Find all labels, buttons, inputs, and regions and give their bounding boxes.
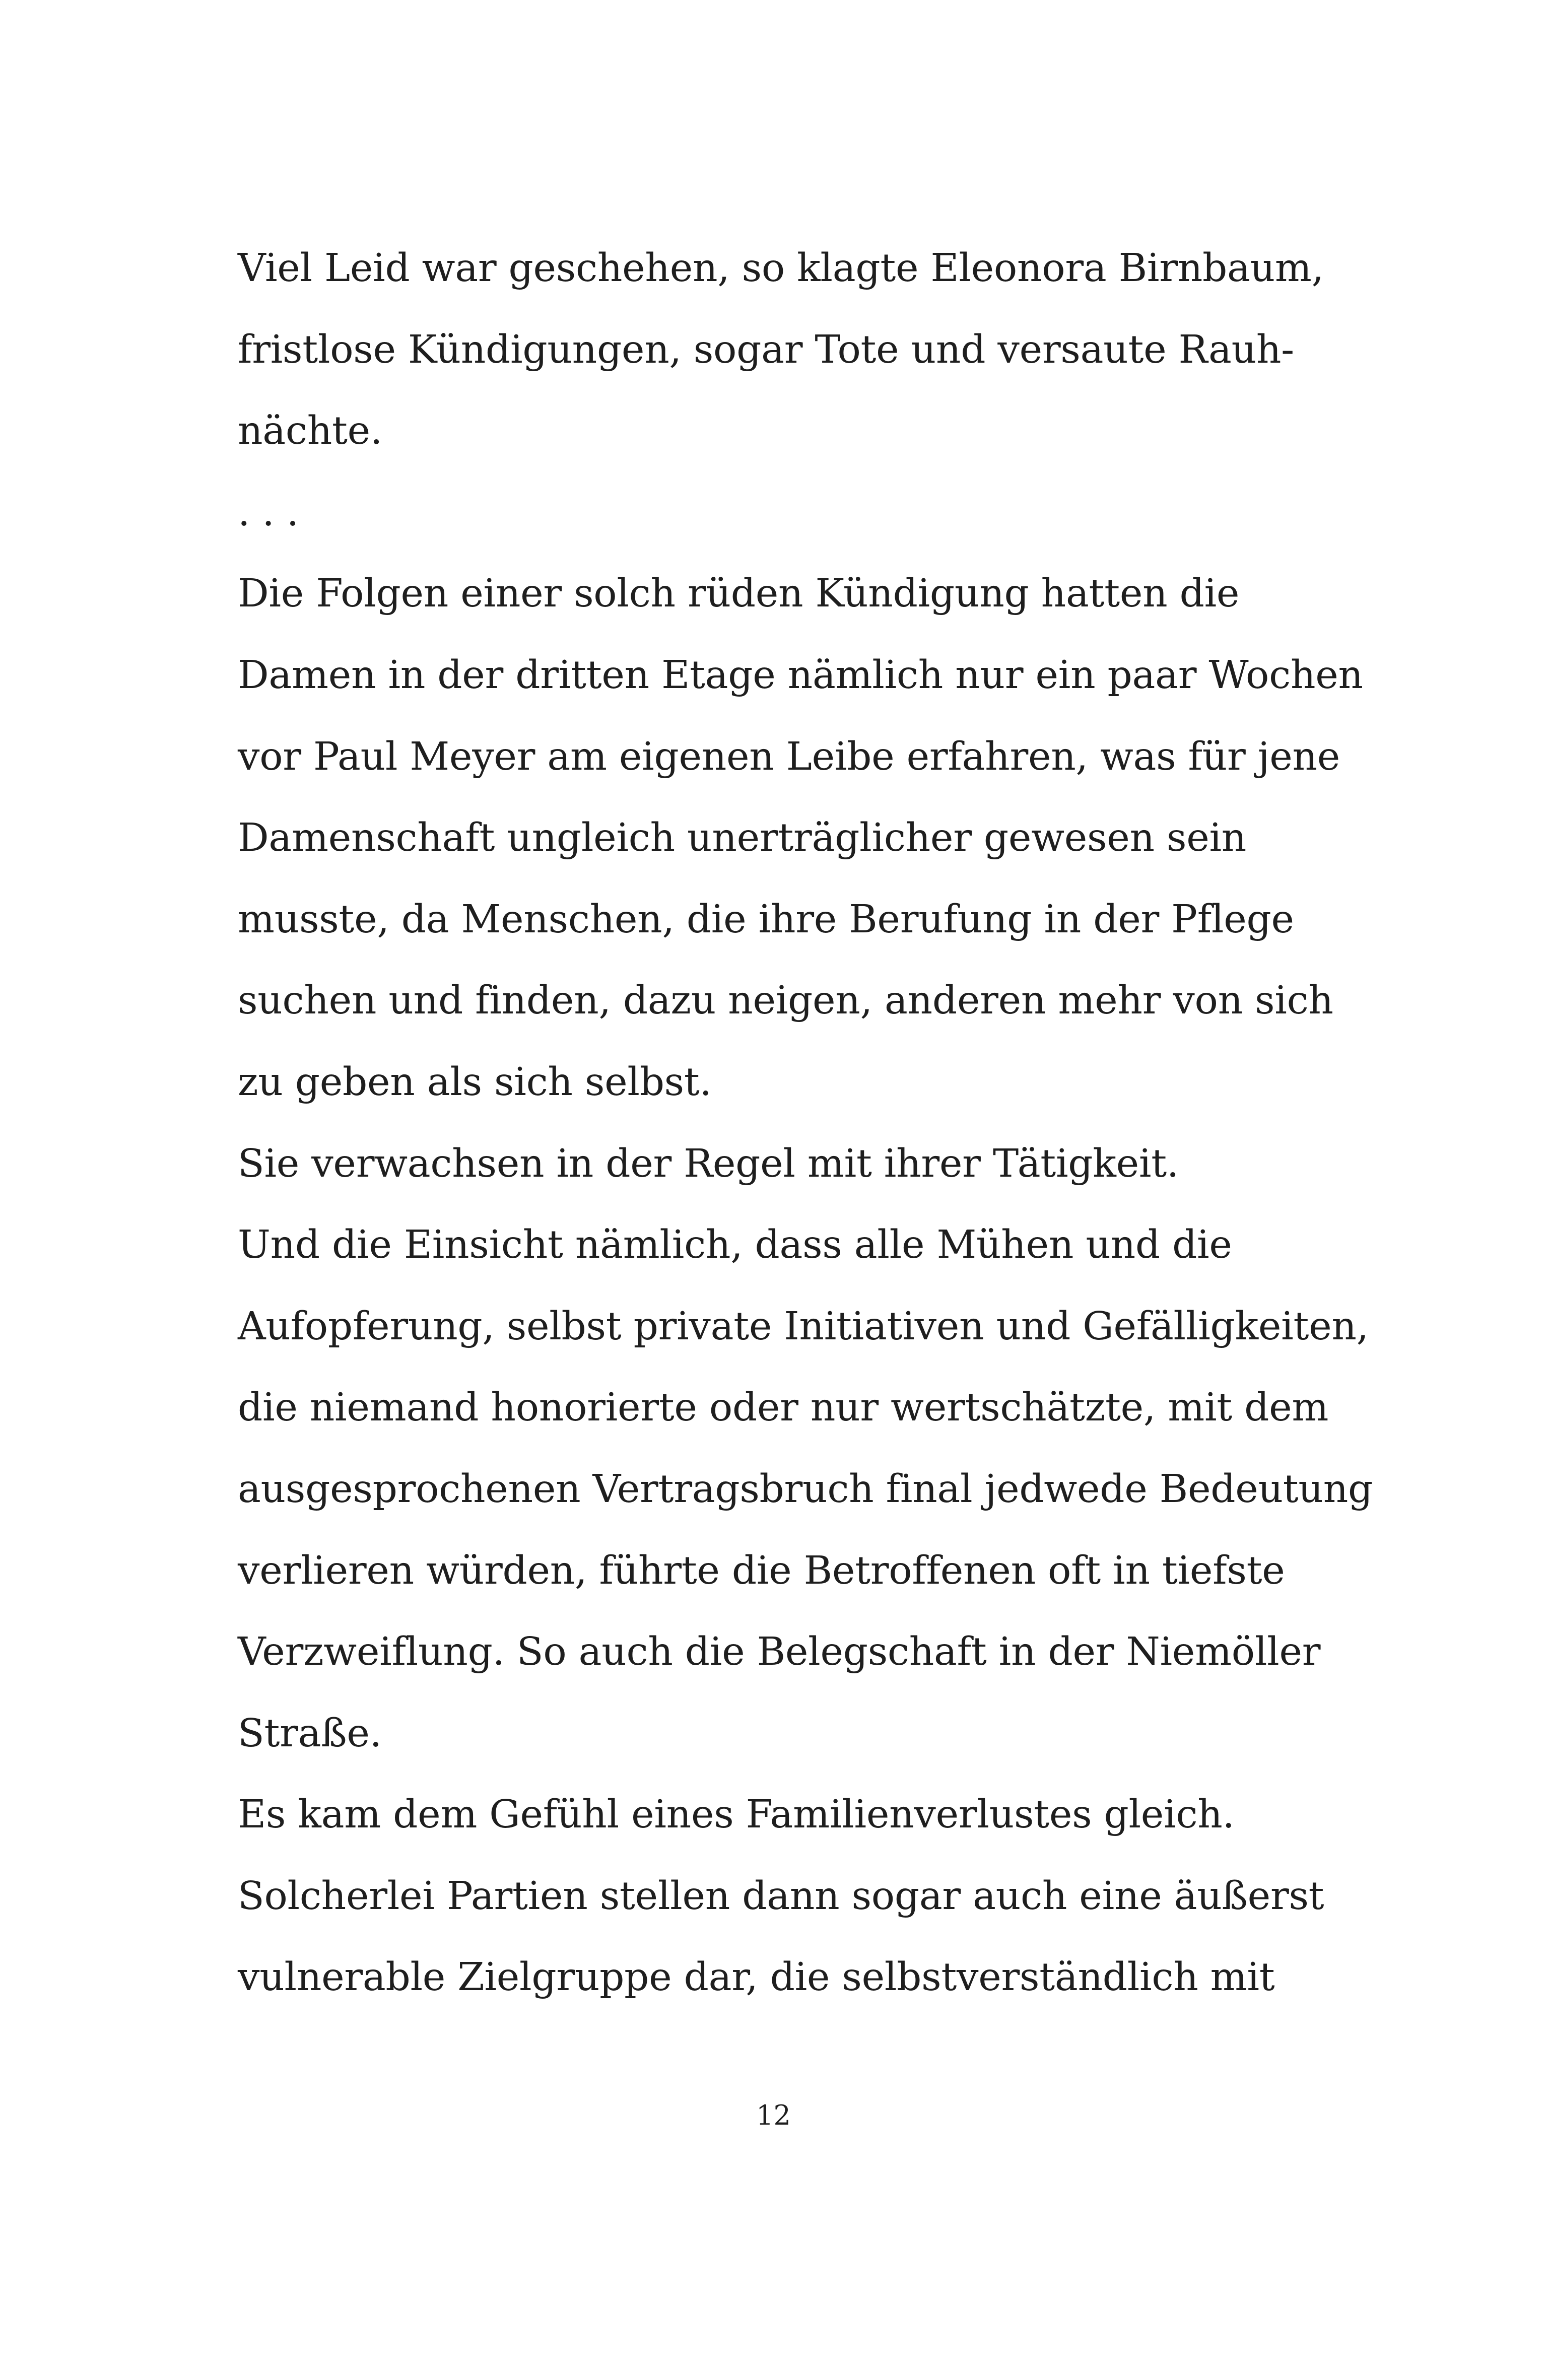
text-line: die niemand honorierte oder nur wertschätzte, mit dem [238,1385,1329,1431]
text-line: Es kam dem Gefühl eines Familienverlustes gleich. [238,1792,1235,1838]
text-line: Verzweiflung. So auch die Belegschaft in der Niemöller [238,1629,1321,1675]
text-line: fristlose Kündigungen, sogar Tote und versaute Rauh- [238,327,1294,372]
text-line: verlieren würden, führte die Betroffenen oft in tiefste [238,1548,1285,1593]
text-line: Viel Leid war geschehen, so klagte Eleonora Birnbaum, [238,246,1324,291]
text-line: Und die Einsicht nämlich, dass alle Mühen und die [238,1222,1232,1268]
body-text [238,228,1373,2018]
text-line: vor Paul Meyer am eigenen Leibe erfahren, was für jene [238,734,1340,779]
text-line: Die Folgen einer solch rüden Kündigung hatten die [238,571,1240,617]
page-number: 12 [756,2099,791,2131]
text-line: musste, da Menschen, die ihre Berufung in der Pflege [238,897,1294,942]
text-line: zu geben als sich selbst. [238,1059,712,1105]
text-line: Sie verwachsen in der Regel mit ihrer Tätigkeit. [238,1141,1179,1186]
section-break: . . . [238,490,299,535]
text-line: Damen in der dritten Etage nämlich nur ein paar Wochen [238,652,1363,698]
text-line: nächte. [238,409,383,454]
text-line: Damenschaft ungleich unerträglicher gewesen sein [238,815,1247,861]
text-line: Aufopferung, selbst private Initiativen und Gefälligkeiten, [238,1304,1369,1349]
text-line: ausgesprochenen Vertragsbruch final jedwede Bedeutung [238,1466,1373,1512]
text-line: vulnerable Zielgruppe dar, die selbstverständlich mit [238,1955,1275,2000]
text-line: suchen und finden, dazu neigen, anderen mehr von sich [238,978,1333,1024]
text-line: Straße. [238,1711,382,1756]
text-line: Solcherlei Partien stellen dann sogar auch eine äußerst [238,1873,1324,1919]
